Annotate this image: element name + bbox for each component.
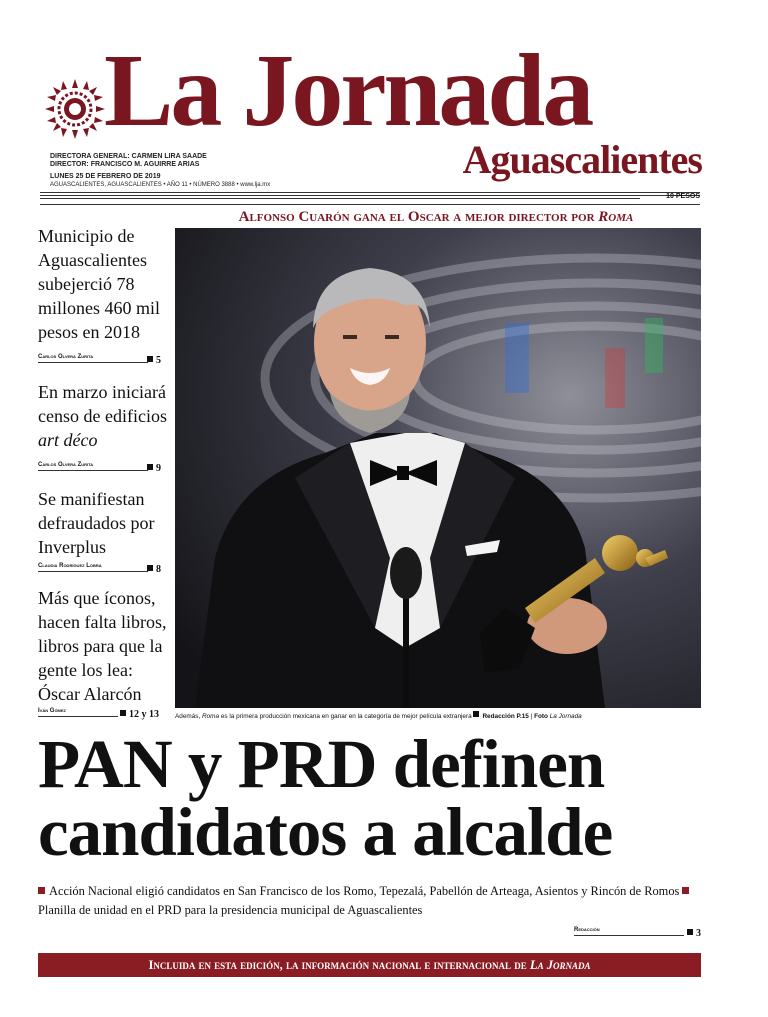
sidebar-item-page: 12 y 13 [120,709,174,721]
square-bullet-icon [147,464,153,470]
main-summary: Acción Nacional eligió candidatos en San Francisco de los Romo, Tepezalá, Pabellón de Arteaga, Asientos y Rincón de Romos Planilla de unidad en el PRD para la presidencia municipal de Aguascalientes [38,882,703,920]
sidebar-item-page: 9 [147,463,177,475]
sidebar-item-byline: Carlos Olvera Zurita [38,460,148,471]
photo-kicker [176,208,696,226]
square-bullet-icon [682,887,689,894]
sun-emblem-icon [44,78,106,140]
sidebar-item-headline[interactable]: Municipio de Aguascalientes subejerció 78 millones 460 mil pesos en 2018 [38,226,161,342]
masthead-rule [40,192,700,193]
sidebar-item-headline[interactable]: Se manifiestan defraudados por Inverplus [38,489,155,557]
main-page-ref: 3 [687,928,701,940]
photo-kicker-text: Alfonso Cuarón gana el Oscar a mejor director por [238,209,595,225]
sidebar-item-headline[interactable]: Más que íconos, hacen falta libros, libros para que la gente los lea: Óscar Alarcón [38,588,167,704]
masthead-rule [40,195,700,196]
square-bullet-icon [120,710,126,716]
photo-caption: Además, Roma es la primera producción mexicana en ganar en la categoría de mejor película extranjera Redacción P.15 | Foto La Jornada [175,713,582,720]
sidebar-item-page: 5 [147,355,177,367]
issue-meta: AGUASCALIENTES, AGUASCALIENTES • AÑO 11 • NÚMERO 3888 • www.lja.mx [50,182,271,188]
masthead-title: La Jornada [104,33,592,148]
footer-banner-text: Incluida en esta edición, la información nacional e internacional de [148,958,527,972]
price-label: 10 PESOS [666,193,700,200]
main-byline: Redacción [574,925,684,936]
masthead-rule [40,204,700,205]
sidebar-item-byline: Iván Gómez [38,706,118,717]
square-bullet-icon [38,887,45,894]
sidebar-item-page: 8 [147,564,177,576]
issue-date: LUNES 25 DE FEBRERO DE 2019 [50,173,161,180]
main-headline-line: candidatos a alcalde [38,794,613,870]
square-bullet-icon [147,565,153,571]
footer-banner[interactable] [38,953,701,977]
square-bullet-icon [473,711,479,717]
square-bullet-icon [147,356,153,362]
sidebar-item-headline[interactable]: En marzo iniciará censo de edificios art déco [38,382,167,450]
credit-director: DIRECTOR: FRANCISCO M. AGUIRRE ARIAS [50,161,200,168]
sidebar-item-byline: Claudia Rodríguez Lobra [38,561,148,572]
sidebar-item-byline: Carlos Olvera Zurita [38,352,148,363]
square-bullet-icon [687,929,693,935]
masthead-rule [40,198,640,199]
credit-director-general: DIRECTORA GENERAL: CARMEN LIRA SAADE [50,153,207,160]
footer-banner-brand: La Jornada [529,958,591,972]
main-headline[interactable] [38,726,738,870]
main-headline-line: PAN y PRD definen [38,726,605,802]
edition-name: Aguascalientes [462,137,702,182]
photo-kicker-film: Roma [598,209,634,225]
oscar-winner-photo [175,228,701,708]
